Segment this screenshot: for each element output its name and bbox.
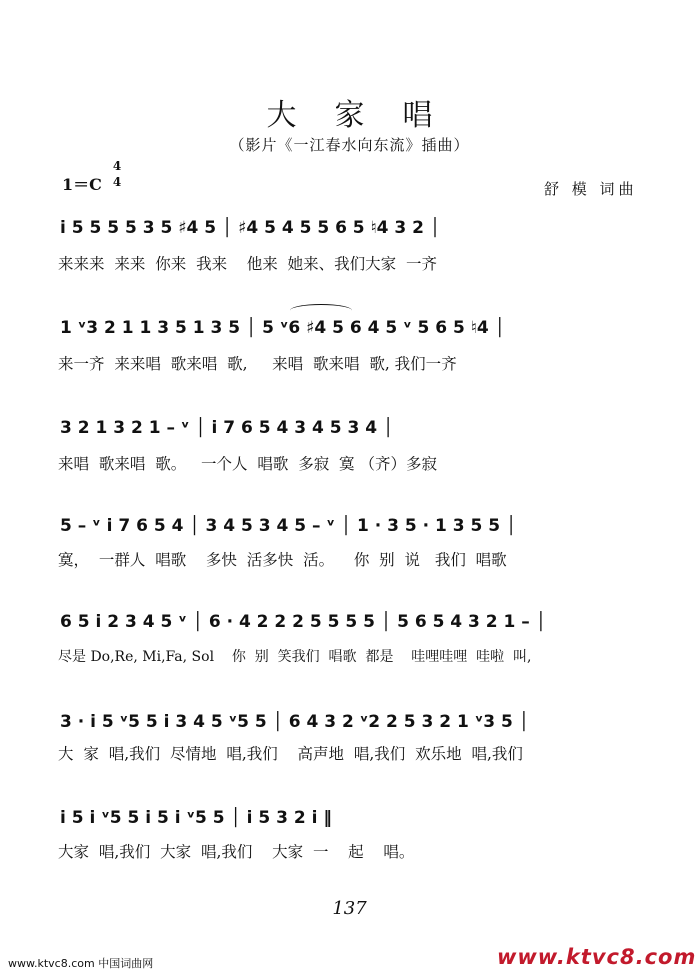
notation-line-5 [55,612,655,642]
time-signature [111,160,123,189]
notation-line-2 [55,318,655,348]
notation-line-6 [55,712,655,742]
lyrics-line-5: 尽是 Do,Re, Mi,Fa, Sol 你 别 笑我们 唱歌 都是 哇哩哇哩 哇啦 叫, [58,649,532,665]
notation-text: 5 – ᵛ i 7 6 5 4 │ 3 4 5 3 4 5 – ᵛ │ 1 · 3 5 · 1 3 5 5 │ [60,516,517,536]
time-signature-bottom: 4 [112,175,122,189]
lyrics-line-1: 来来来 来来 你来 我来 他来 她来、我们大家 一齐 [58,255,437,273]
notation-text: 6 5 i 2 3 4 5 ᵛ │ 6 · 4 2 2 2 5 5 5 5 │ 5 6 5 4 3 2 1 – │ [60,612,546,632]
lyrics-line-6: 大 家 唱,我们 尽情地 唱,我们 高声地 唱,我们 欢乐地 唱,我们 [58,745,523,763]
song-title: 大家唱 [266,98,471,133]
key-signature: 1＝C [62,175,102,194]
page-number: 137 [332,898,367,919]
notation-text: 1 ᵛ3 2 1 1 3 5 1 3 5 │ 5 ᵛ6 ♯4 5 6 4 5 ᵛ 5 6 5 ♮4 │ [60,318,505,338]
lyrics-line-7: 大家 唱,我们 大家 唱,我们 大家 一 起 唱。 [58,843,415,861]
footer-site-text: www.ktvc8.com 中国词曲网 [8,957,154,970]
notation-text: i 5 i ᵛ5 5 i 5 i ᵛ5 5 │ i 5 3 2 i ‖ [60,808,332,828]
lyrics-line-4: 寞， 一群人 唱歌 多快 活多快 活。 你 别 说 我们 唱歌 [58,551,507,569]
song-subtitle: （影片《一江春水向东流》插曲） [229,136,470,154]
credit: 舒 模 词曲 [544,180,638,198]
notation-text: i 5 5 5 5 3 5 ♯4 5 │ ♯4 5 4 5 5 6 5 ♮4 3 2 │ [60,218,441,238]
notation-line-7 [55,808,655,838]
tie-arc [290,304,352,317]
notation-text: 3 2 1 3 2 1 – ᵛ │ i 7 6 5 4 3 4 5 3 4 │ [60,418,394,438]
time-signature-top: 4 [112,159,122,173]
notation-line-3 [55,418,655,448]
lyrics-line-3: 来唱 歌来唱 歌。 一个人 唱歌 多寂 寞 （齐）多寂 [58,455,437,473]
notation-line-1 [55,218,655,248]
lyrics-line-2: 来一齐 来来唱 歌来唱 歌, 来唱 歌来唱 歌, 我们一齐 [58,355,457,373]
notation-line-4 [55,516,655,546]
footer-watermark-logo: www.ktvc8.com [497,945,697,969]
notation-text: 3 · i 5 ᵛ5 5 i 3 4 5 ᵛ5 5 │ 6 4 3 2 ᵛ2 2 5 3 2 1 ᵛ3 5 │ [60,712,530,732]
